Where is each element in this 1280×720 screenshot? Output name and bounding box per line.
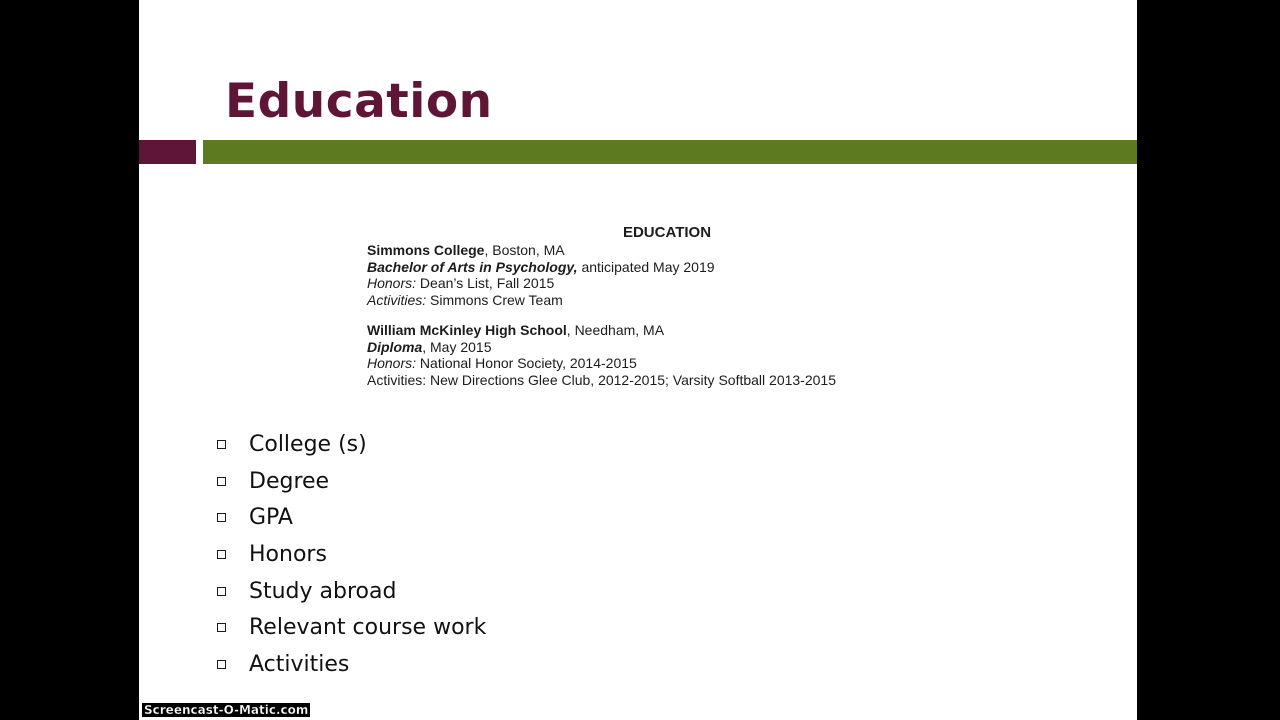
accent-bar-right (203, 140, 1137, 164)
resume-location: , Boston, MA (484, 242, 565, 258)
screencast-watermark: Screencast-O-Matic.com (144, 703, 309, 717)
resume-activities-label: Activities: (367, 291, 427, 308)
resume-degree: Diploma (367, 338, 423, 355)
resume-degree-line (367, 339, 887, 356)
bullet-item (217, 609, 486, 646)
bullet-list (217, 426, 486, 683)
resume-location: , Needham, MA (566, 322, 665, 338)
resume-honors-value: National Honor Society, 2014-2015 (416, 355, 637, 371)
square-bullet-icon (217, 513, 226, 522)
resume-degree-detail: anticipated May 2019 (577, 258, 715, 275)
bullet-item (217, 463, 486, 500)
resume-degree-line (367, 259, 887, 276)
resume-school-line (367, 242, 887, 259)
resume-school-line (367, 322, 887, 339)
slide-title: Education (225, 74, 493, 129)
resume-activities-value: Simmons Crew Team (426, 291, 563, 308)
resume-heading: EDUCATION (622, 224, 712, 241)
resume-degree-detail: , May 2015 (422, 338, 492, 355)
resume-excerpt-image (367, 224, 887, 388)
square-bullet-icon (217, 623, 226, 632)
resume-honors-label: Honors: (367, 355, 417, 371)
resume-activities-line (367, 292, 887, 309)
square-bullet-icon (217, 440, 226, 449)
bullet-text: College (s) (249, 431, 367, 457)
bullet-text: Study abroad (249, 578, 397, 604)
square-bullet-icon (217, 587, 226, 596)
bullet-item (217, 646, 486, 683)
resume-activities-label: Activities: (367, 371, 427, 388)
resume-entry-high-school (367, 322, 887, 388)
resume-degree: Bachelor of Arts in Psychology, (367, 258, 578, 275)
presentation-slide (139, 0, 1137, 720)
accent-bar-left (139, 140, 196, 164)
bullet-text: Relevant course work (249, 615, 487, 641)
resume-honors-label: Honors: (367, 275, 417, 291)
resume-activities-line (367, 372, 887, 389)
resume-honors-line (367, 355, 887, 372)
resume-entry-college (367, 242, 887, 308)
square-bullet-icon (217, 477, 226, 486)
bullet-item (217, 536, 486, 573)
resume-activities-value: New Directions Glee Club, 2012-2015; Varsity Softball 2013-2015 (426, 371, 836, 388)
bullet-text: GPA (249, 505, 293, 531)
bullet-item (217, 499, 486, 536)
square-bullet-icon (217, 550, 226, 559)
resume-school: William McKinley High School (367, 322, 567, 338)
resume-honors-value: Dean’s List, Fall 2015 (416, 275, 555, 291)
bullet-text: Activities (249, 651, 350, 677)
bullet-text: Honors (249, 541, 327, 567)
bullet-text: Degree (249, 468, 330, 494)
bullet-item (217, 426, 486, 463)
resume-school: Simmons College (367, 242, 485, 258)
square-bullet-icon (217, 660, 226, 669)
bullet-item (217, 573, 486, 610)
resume-honors-line (367, 275, 887, 292)
